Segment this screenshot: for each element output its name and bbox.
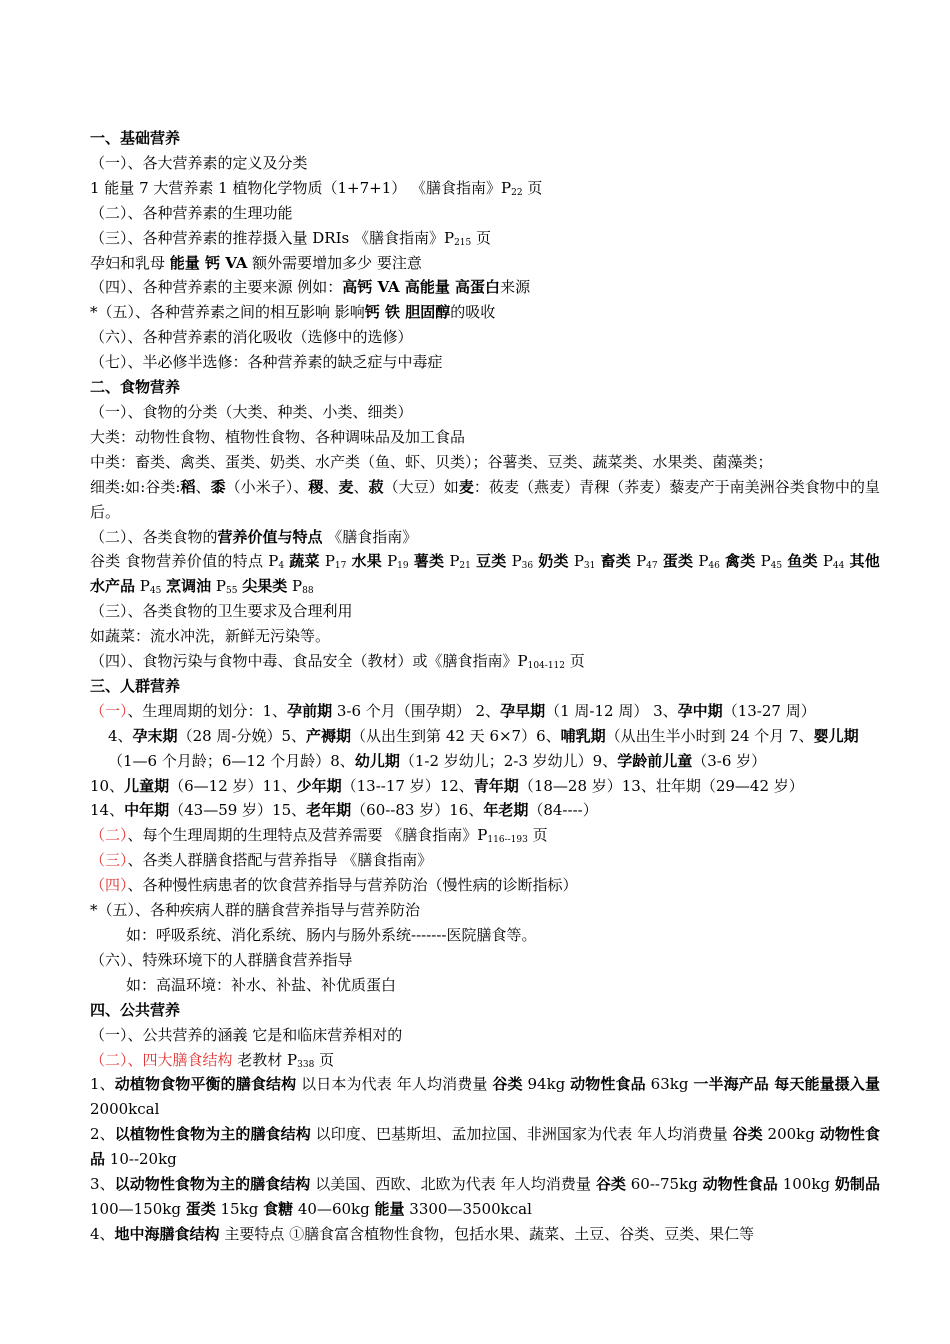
text-segment: P: [568, 552, 584, 571]
text-segment: 青年期: [473, 776, 519, 795]
page-subscript: 31: [583, 561, 596, 572]
text-line: [90, 350, 880, 375]
text-segment: 黍: [210, 477, 226, 496]
text-segment: 以印度、巴基斯坦、孟加拉国、非洲国家为代表 年人均消费量: [310, 1125, 733, 1144]
text-segment: （1-2 岁幼儿；2-3 岁幼儿）9、: [399, 751, 618, 770]
text-segment: （二）、四大膳食结构: [90, 1050, 233, 1069]
text-segment: P: [693, 552, 709, 571]
text-line: [90, 1172, 880, 1222]
text-segment: （28 周-分娩）5、: [177, 726, 307, 745]
page-subscript: 338: [297, 1059, 315, 1070]
text-segment: 奶制品: [834, 1175, 880, 1194]
text-segment: 3300—3500kcal: [404, 1199, 532, 1218]
text-segment: 3、: [90, 1175, 115, 1194]
text-segment: 2000kcal: [90, 1100, 160, 1119]
text-line: [90, 998, 880, 1023]
text-segment: （84----）: [528, 801, 598, 820]
text-segment: （一）、食物的分类（大类、种类、小类、细类）: [90, 402, 413, 421]
text-segment: 动物性食品: [702, 1175, 778, 1194]
text-segment: 豆类: [475, 552, 507, 571]
text-segment: （二）、各种营养素的生理功能: [90, 203, 293, 222]
text-segment: 钙 铁 胆固醇: [364, 303, 451, 322]
text-segment: P: [135, 577, 150, 596]
text-segment: 薯类: [413, 552, 445, 571]
page-subscript: 44: [832, 561, 845, 572]
text-segment: 麦: [458, 477, 474, 496]
text-segment: 94kg: [522, 1075, 571, 1094]
text-line: [90, 275, 880, 300]
page-subscript: 55: [226, 586, 238, 597]
text-segment: 蛋类: [662, 552, 694, 571]
text-segment: 主要特点 ①膳食富含植物性食物，包括水果、蔬菜、土豆、谷类、豆类、果仁等: [219, 1224, 755, 1243]
text-segment: *（五）、各种营养素之间的相互影响 影响: [90, 303, 365, 322]
text-segment: 孕前期: [287, 701, 333, 720]
text-segment: *（五）、各种疾病人群的膳食营养指导与营养防治: [90, 901, 421, 920]
text-segment: （四）、食物污染与食物中毒、食品安全（教材）或《膳食指南》P: [90, 652, 528, 671]
text-segment: 中年期: [124, 801, 170, 820]
text-segment: （从出生到第 42 天 6×7）6、: [351, 726, 561, 745]
text-segment: 能量: [374, 1199, 405, 1218]
text-segment: 额外需要增加多少 要注意: [247, 253, 422, 272]
page-subscript: 215: [454, 237, 472, 248]
text-segment: 奶类: [538, 552, 569, 571]
page-subscript: 45: [149, 586, 162, 597]
text-segment: 动物性食品: [90, 1125, 880, 1169]
page-subscript: 21: [459, 561, 471, 572]
text-line: [90, 1072, 880, 1122]
page-subscript: 116--193: [487, 835, 528, 846]
text-segment: 孕妇和乳母: [90, 253, 170, 272]
text-line: [90, 475, 880, 525]
text-line: [90, 599, 880, 624]
text-segment: （二）: [90, 826, 128, 845]
text-segment: 10、: [90, 776, 125, 795]
text-line: [90, 176, 880, 201]
text-line: [90, 649, 880, 674]
text-segment: P: [382, 552, 398, 571]
text-line: [90, 774, 880, 799]
text-segment: 63kg: [645, 1075, 694, 1094]
text-segment: 烹调油: [166, 577, 212, 596]
text-segment: 地中海膳食结构: [114, 1224, 220, 1243]
text-line: [90, 973, 880, 998]
text-segment: P: [211, 577, 227, 596]
text-segment: 、各类人群膳食搭配与营养指导 《膳食指南》: [127, 851, 433, 870]
page-subscript: 104-112: [527, 661, 566, 672]
text-segment: 一半海产品 每天能量摄入量: [693, 1075, 880, 1094]
text-segment: 麦: [338, 477, 354, 496]
text-segment: （三）、各种营养素的推荐摄入量 DRIs 《膳食指南》P: [90, 228, 455, 247]
text-segment: 营养价值与特点: [217, 527, 323, 546]
text-segment: 动物性食品: [570, 1075, 646, 1094]
text-segment: 200kg: [762, 1125, 820, 1144]
page-subscript: 22: [511, 187, 523, 198]
page-subscript: 19: [397, 561, 409, 572]
text-segment: 页: [565, 652, 585, 671]
text-segment: （六）、各种营养素的消化吸收（选修中的选修）: [90, 328, 413, 347]
text-line: [90, 699, 880, 724]
text-line: [90, 724, 880, 749]
text-segment: 菽: [368, 477, 384, 496]
page-subscript: 45: [770, 561, 783, 572]
text-segment: 谷类: [492, 1075, 523, 1094]
text-segment: （三）: [90, 851, 128, 870]
text-segment: 儿童期: [124, 776, 170, 795]
text-segment: 蛋类: [185, 1199, 216, 1218]
text-line: [90, 1222, 880, 1247]
text-segment: 食糖: [263, 1199, 294, 1218]
text-segment: 、: [195, 477, 211, 496]
text-segment: （一）、各大营养素的定义及分类: [90, 153, 308, 172]
text-line: [90, 400, 880, 425]
text-segment: （从出生半小时到 24 个月 7、: [605, 726, 814, 745]
text-line: [90, 1048, 880, 1073]
text-segment: （小米子）、: [225, 477, 309, 496]
text-line: [90, 525, 880, 550]
text-line: [90, 873, 880, 898]
text-segment: （13--17 岁）12、: [341, 776, 474, 795]
page-subscript: 36: [521, 561, 534, 572]
page-subscript: 17: [334, 561, 347, 572]
text-segment: 年老期: [483, 801, 529, 820]
text-segment: （四）: [90, 876, 128, 895]
text-segment: 高钙 VA 高能量 高蛋白: [342, 278, 501, 297]
text-line: [90, 1023, 880, 1048]
text-segment: 3-6 个月（围孕期） 2、: [332, 701, 501, 720]
text-line: [90, 251, 880, 276]
text-segment: 以美国、西欧、北欧为代表 年人均消费量: [310, 1175, 596, 1194]
text-line: [90, 923, 880, 948]
text-segment: 尖果类: [242, 577, 288, 596]
text-segment: 60--75kg: [625, 1175, 703, 1194]
text-line: [90, 450, 880, 475]
text-segment: 蔬菜: [289, 552, 320, 571]
text-segment: （6—12 岁）11、: [169, 776, 297, 795]
text-segment: 大类：动物性食物、植物性食物、各种调味品及加工食品: [90, 427, 466, 446]
text-segment: 的吸收: [450, 303, 496, 322]
text-segment: 畜类: [600, 552, 632, 571]
text-segment: 《膳食指南》: [322, 527, 418, 546]
text-segment: 老年期: [306, 801, 352, 820]
text-segment: 如蔬菜：流水冲洗，新鲜无污染等。: [90, 627, 331, 646]
text-segment: 鱼类: [787, 552, 818, 571]
text-segment: 四、公共营养: [90, 1000, 181, 1019]
text-line: [90, 300, 880, 325]
text-segment: （60--83 岁）16、: [351, 801, 484, 820]
text-segment: 页: [527, 826, 548, 845]
text-segment: 、各种慢性病患者的饮食营养指导与营养防治（慢性病的诊断指标）: [127, 876, 578, 895]
text-segment: 其他水产品: [90, 552, 880, 596]
text-segment: 谷类: [732, 1125, 763, 1144]
text-segment: （七）、半必修半选修：各种营养素的缺乏症与中毒症: [90, 353, 443, 372]
text-segment: 二、食物营养: [90, 378, 181, 397]
text-segment: 婴儿期: [813, 726, 859, 745]
text-segment: 页: [314, 1050, 335, 1069]
text-segment: 4、: [108, 726, 133, 745]
text-segment: 孕早期: [500, 701, 546, 720]
text-segment: （1 周-12 周） 3、: [545, 701, 678, 720]
text-segment: 100—150kg: [90, 1199, 186, 1218]
text-segment: 14、: [90, 801, 125, 820]
text-segment: 谷类 食物营养价值的特点 P: [90, 552, 279, 571]
text-segment: 、每个生理周期的生理特点及营养需要 《膳食指南》P: [127, 826, 488, 845]
text-segment: 来源: [500, 278, 531, 297]
text-segment: 如：高温环境：补水、补盐、补优质蛋白: [126, 975, 397, 994]
text-segment: 2、: [90, 1125, 115, 1144]
text-segment: 一、基础营养: [90, 129, 181, 147]
text-segment: 以日本为代表 年人均消费量: [296, 1075, 493, 1094]
page-subscript: 88: [302, 586, 314, 597]
text-line: [90, 375, 880, 400]
text-line: [90, 898, 880, 923]
text-line: [90, 425, 880, 450]
text-segment: （一）: [90, 701, 128, 720]
text-line: [90, 325, 880, 350]
text-segment: 以植物性食物为主的膳食结构: [114, 1125, 311, 1144]
text-segment: 三、人群营养: [90, 676, 181, 695]
text-segment: （三）、各类食物的卫生要求及合理利用: [90, 602, 353, 621]
page-subscript: 46: [708, 561, 720, 572]
text-line: [90, 549, 880, 599]
text-segment: （18—28 岁）13、壮年期（29—42 岁）: [518, 776, 804, 795]
text-segment: 水果: [351, 552, 383, 571]
text-line: [90, 201, 880, 226]
text-segment: 动植物食物平衡的膳食结构: [114, 1075, 297, 1094]
text-segment: 1 能量 7 大营养素 1 植物化学物质（1+7+1） 《膳食指南》P: [90, 178, 512, 197]
text-segment: 能量 钙 VA: [169, 253, 248, 272]
text-segment: 谷类: [595, 1175, 626, 1194]
text-segment: 哺乳期: [560, 726, 606, 745]
text-segment: 产褥期: [306, 726, 352, 745]
text-line: [90, 848, 880, 873]
text-segment: 4、: [90, 1224, 115, 1243]
text-segment: 稷: [308, 477, 324, 496]
text-segment: 、: [353, 477, 369, 496]
text-segment: 、: [323, 477, 339, 496]
text-line: [90, 798, 880, 823]
text-segment: P: [444, 552, 460, 571]
text-line: [90, 948, 880, 973]
text-segment: 10--20kg: [105, 1150, 177, 1169]
text-segment: 页: [522, 178, 543, 197]
text-segment: （二）、各类食物的: [90, 527, 218, 546]
text-line: [90, 126, 880, 151]
text-segment: 15kg: [215, 1199, 264, 1218]
text-segment: 40—60kg: [293, 1199, 375, 1218]
text-segment: （六）、特殊环境下的人群膳食营养指导: [90, 950, 353, 969]
text-segment: 孕末期: [132, 726, 178, 745]
text-segment: （四）、各种营养素的主要来源 例如：: [90, 278, 343, 297]
text-segment: 幼儿期: [354, 751, 400, 770]
text-line: [90, 151, 880, 176]
text-segment: 、生理周期的划分：1、: [127, 701, 288, 720]
text-segment: P: [287, 577, 303, 596]
text-segment: P: [755, 552, 771, 571]
text-segment: 如：呼吸系统、消化系统、肠内与肠外系统-------医院膳食等。: [126, 926, 537, 944]
text-segment: 少年期: [296, 776, 342, 795]
text-segment: 禽类: [724, 552, 756, 571]
text-segment: （一）、公共营养的涵義 它是和临床营养相对的: [90, 1025, 403, 1044]
text-segment: 学龄前儿童: [617, 751, 693, 770]
text-segment: P: [631, 552, 647, 571]
text-segment: （1—6 个月龄；6—12 个月龄）8、: [108, 751, 355, 770]
text-line: [90, 749, 880, 774]
text-segment: 孕中期: [677, 701, 723, 720]
text-line: [90, 674, 880, 699]
document-page: [90, 126, 880, 1247]
text-segment: （43—59 岁）15、: [169, 801, 307, 820]
text-segment: 中类：畜类、禽类、蛋类、奶类、水产类（鱼、虾、贝类）；谷薯类、豆类、蔬菜类、水果类、菌藻类；: [90, 452, 773, 471]
text-segment: P: [817, 552, 833, 571]
text-line: [90, 226, 880, 251]
text-segment: 1、: [90, 1075, 115, 1094]
text-line: [90, 823, 880, 848]
text-segment: ：莜麦（燕麦）青稞（荞麦）藜麦产于南美洲谷类食物中的皇后。: [90, 477, 880, 521]
text-segment: 细类:如:谷类:: [90, 477, 181, 496]
text-segment: 老教材 P: [232, 1050, 298, 1069]
page-subscript: 4: [278, 561, 285, 572]
text-segment: （大豆）如: [383, 477, 459, 496]
text-segment: （13-27 周）: [722, 701, 816, 720]
text-segment: 以动物性食物为主的膳食结构: [114, 1175, 311, 1194]
text-line: [90, 624, 880, 649]
text-segment: （3-6 岁）: [692, 751, 767, 770]
page-subscript: 47: [646, 561, 658, 572]
text-line: [90, 1122, 880, 1172]
text-segment: P: [506, 552, 522, 571]
text-segment: 页: [471, 228, 492, 247]
text-segment: 稻: [180, 477, 196, 496]
text-segment: 100kg: [777, 1175, 835, 1194]
text-segment: P: [319, 552, 335, 571]
